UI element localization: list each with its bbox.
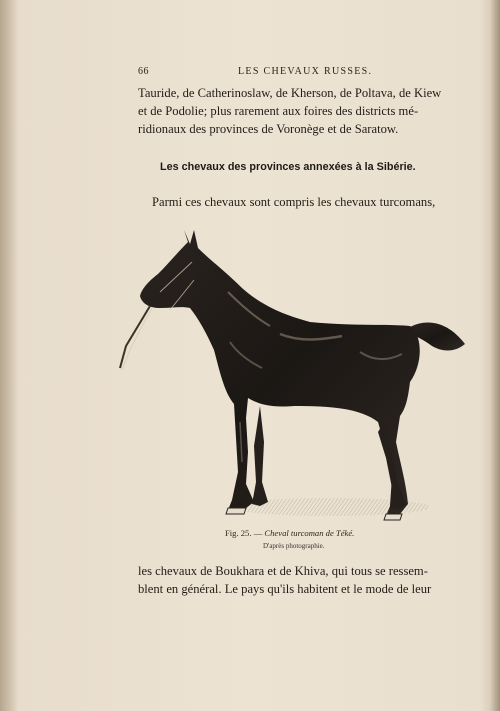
section-heading: Les chevaux des provinces annexées à la Sibérie. — [160, 161, 416, 173]
paragraph-2-line-1: Parmi ces chevaux sont compris les chevaux turcomans, — [152, 195, 436, 209]
paragraph-1-line-2: et de Podolie; plus rarement aux foires des districts mé- — [138, 104, 419, 118]
figure-caption — [225, 528, 354, 538]
figure-caption-label: Fig. 25. — — [225, 528, 263, 538]
page-edge-shadow — [490, 0, 500, 711]
page-number: 66 — [138, 66, 149, 77]
paragraph-3-line-2: blent en général. Le pays qu'ils habitent et le mode de leur — [138, 582, 432, 596]
paragraph-1-line-3: ridionaux des provinces de Voronège et de Saratow. — [138, 122, 399, 136]
gutter-shadow — [0, 0, 18, 711]
turkmen-horse-engraving — [110, 222, 475, 527]
figure-caption-title: Cheval turcoman de Téké. — [264, 528, 355, 538]
figure-credit: D'après photographie. — [263, 542, 325, 550]
paragraph-3-line-1: les chevaux de Boukhara et de Khiva, qui tous se ressem- — [138, 564, 428, 578]
paragraph-1-line-1: Tauride, de Catherinoslaw, de Kherson, de Poltava, de Kiew — [138, 86, 442, 100]
horse-illustration — [110, 222, 475, 527]
running-head: LES CHEVAUX RUSSES. — [238, 66, 373, 77]
